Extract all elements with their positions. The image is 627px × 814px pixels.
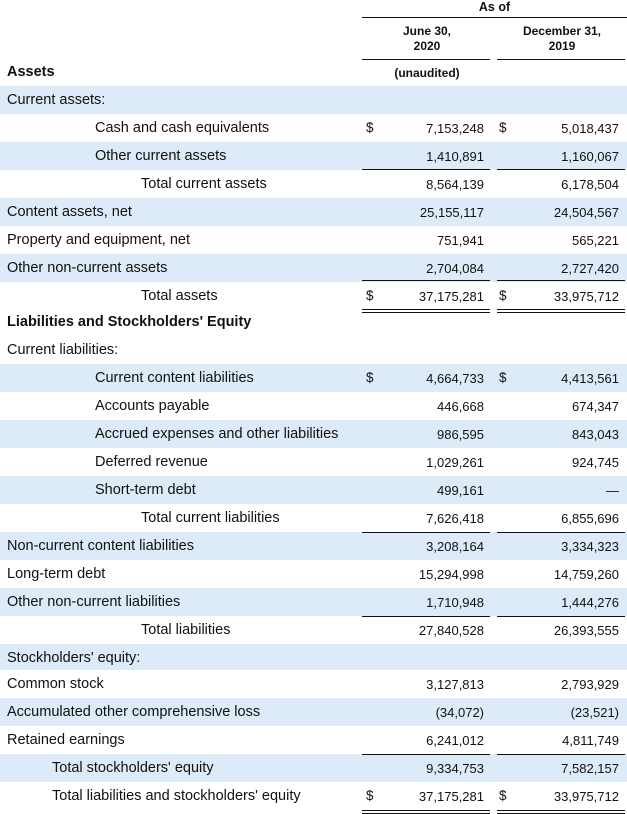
subtotal-rule	[362, 280, 490, 281]
currency-symbol-june-2020: $	[366, 288, 374, 303]
value-june-2020: 446,668	[437, 399, 484, 414]
subtotal-rule	[497, 616, 625, 617]
value-dec-2019: 1,160,067	[561, 149, 619, 164]
value-dec-2019: 4,811,749	[562, 733, 619, 748]
total-double-rule	[497, 810, 625, 814]
total-double-rule	[497, 309, 625, 313]
value-dec-2019: 24,504,567	[553, 205, 619, 220]
value-june-2020: 1,710,948	[426, 595, 484, 610]
currency-symbol-june-2020: $	[366, 788, 374, 803]
value-dec-2019: 1,444,276	[561, 595, 619, 610]
value-june-2020: 27,840,528	[418, 623, 484, 638]
subtotal-rule	[362, 616, 490, 617]
section-assets: Assets	[7, 64, 55, 80]
value-dec-2019: 2,793,929	[561, 677, 619, 692]
value-june-2020: 25,155,117	[419, 205, 484, 220]
value-dec-2019: 5,018,437	[561, 121, 619, 136]
value-june-2020: 4,664,733	[426, 371, 484, 386]
value-dec-2019: 33,975,712	[553, 289, 619, 304]
value-june-2020: 9,334,753	[426, 761, 484, 776]
row-label: Total stockholders' equity	[52, 760, 214, 776]
row-label: Current liabilities:	[7, 342, 119, 358]
row-label: Accrued expenses and other liabilities	[95, 426, 339, 442]
row-label: Common stock	[7, 676, 104, 692]
value-dec-2019: 2,727,420	[561, 261, 619, 276]
value-june-2020: 1,410,891	[426, 149, 484, 164]
row-label: Current assets:	[7, 92, 106, 108]
row-label: Short-term debt	[95, 482, 196, 498]
value-june-2020: 2,704,084	[426, 261, 484, 276]
value-dec-2019: 6,855,696	[561, 511, 619, 526]
row-label: Non-current content liabilities	[7, 538, 194, 554]
row-label: Stockholders' equity:	[7, 650, 141, 666]
column-header-dec-2019: December 31, 2019	[522, 24, 602, 53]
as-of-header: As of	[478, 0, 511, 14]
row-label: Other non-current liabilities	[7, 594, 181, 610]
subtotal-rule	[497, 532, 625, 533]
value-dec-2019: 843,043	[572, 427, 619, 442]
value-june-2020: 7,626,418	[426, 511, 484, 526]
subtotal-rule	[497, 754, 625, 755]
header-rule	[362, 17, 627, 18]
col2-header-rule	[497, 59, 625, 60]
value-dec-2019: 33,975,712	[553, 789, 619, 804]
row-label: Accounts payable	[95, 398, 210, 414]
row-label: Property and equipment, net	[7, 232, 190, 248]
row-label: Other non-current assets	[7, 260, 168, 276]
value-june-2020: 6,241,012	[426, 733, 484, 748]
row-label: Total liabilities and stockholders' equity	[52, 788, 301, 804]
row-label: Cash and cash equivalents	[95, 120, 270, 136]
row-label: Content assets, net	[7, 204, 132, 220]
value-june-2020: 37,175,281	[418, 289, 484, 304]
value-june-2020: 8,564,139	[426, 177, 484, 192]
row-label: Other current assets	[95, 148, 227, 164]
row-label: Accumulated other comprehensive loss	[7, 704, 261, 720]
currency-symbol-june-2020: $	[366, 370, 374, 385]
value-june-2020: 499,161	[437, 483, 484, 498]
subtotal-rule	[362, 532, 490, 533]
column-header-june-2020: June 30, 2020	[402, 24, 452, 53]
value-dec-2019: 3,334,323	[561, 539, 619, 554]
value-dec-2019: 674,347	[572, 399, 619, 414]
value-dec-2019: 26,393,555	[553, 623, 619, 638]
currency-symbol-june-2020: $	[366, 120, 374, 135]
currency-symbol-dec-2019: $	[499, 788, 507, 803]
value-june-2020: 37,175,281	[418, 789, 484, 804]
row-label: Retained earnings	[7, 732, 125, 748]
value-dec-2019: 924,745	[572, 455, 619, 470]
value-june-2020: 3,208,164	[426, 539, 484, 554]
value-dec-2019: 14,759,260	[553, 567, 619, 582]
unaudited-note: (unaudited)	[394, 66, 460, 80]
value-june-2020: 15,294,998	[418, 567, 484, 582]
row-label: Total current liabilities	[141, 510, 280, 526]
value-dec-2019: 4,413,561	[561, 371, 619, 386]
value-june-2020: 1,029,261	[426, 455, 484, 470]
subtotal-rule	[497, 280, 625, 281]
value-june-2020: 751,941	[437, 233, 484, 248]
value-dec-2019: 565,221	[572, 233, 619, 248]
col1-header-rule	[362, 59, 490, 60]
value-june-2020: 7,153,248	[426, 121, 484, 136]
subtotal-rule	[362, 754, 490, 755]
total-double-rule	[362, 810, 490, 814]
row-label: Total current assets	[141, 176, 267, 192]
row-label: Long-term debt	[7, 566, 106, 582]
currency-symbol-dec-2019: $	[499, 370, 507, 385]
value-dec-2019: 7,582,157	[561, 761, 619, 776]
currency-symbol-dec-2019: $	[499, 120, 507, 135]
subtotal-rule	[362, 169, 490, 170]
row-label: Deferred revenue	[95, 454, 208, 470]
value-june-2020: (34,072)	[435, 705, 484, 720]
subtotal-rule	[497, 169, 625, 170]
section-liabilities-equity: Liabilities and Stockholders' Equity	[7, 314, 252, 330]
value-dec-2019: (23,521)	[570, 705, 619, 720]
value-june-2020: 3,127,813	[426, 677, 484, 692]
value-june-2020: 986,595	[437, 427, 484, 442]
row-label: Current content liabilities	[95, 370, 254, 386]
total-double-rule	[362, 309, 490, 313]
currency-symbol-dec-2019: $	[499, 288, 507, 303]
value-dec-2019: 6,178,504	[561, 177, 619, 192]
row-label: Total liabilities	[141, 622, 231, 638]
value-dec-2019: —	[606, 483, 619, 498]
row-label: Total assets	[141, 288, 218, 304]
